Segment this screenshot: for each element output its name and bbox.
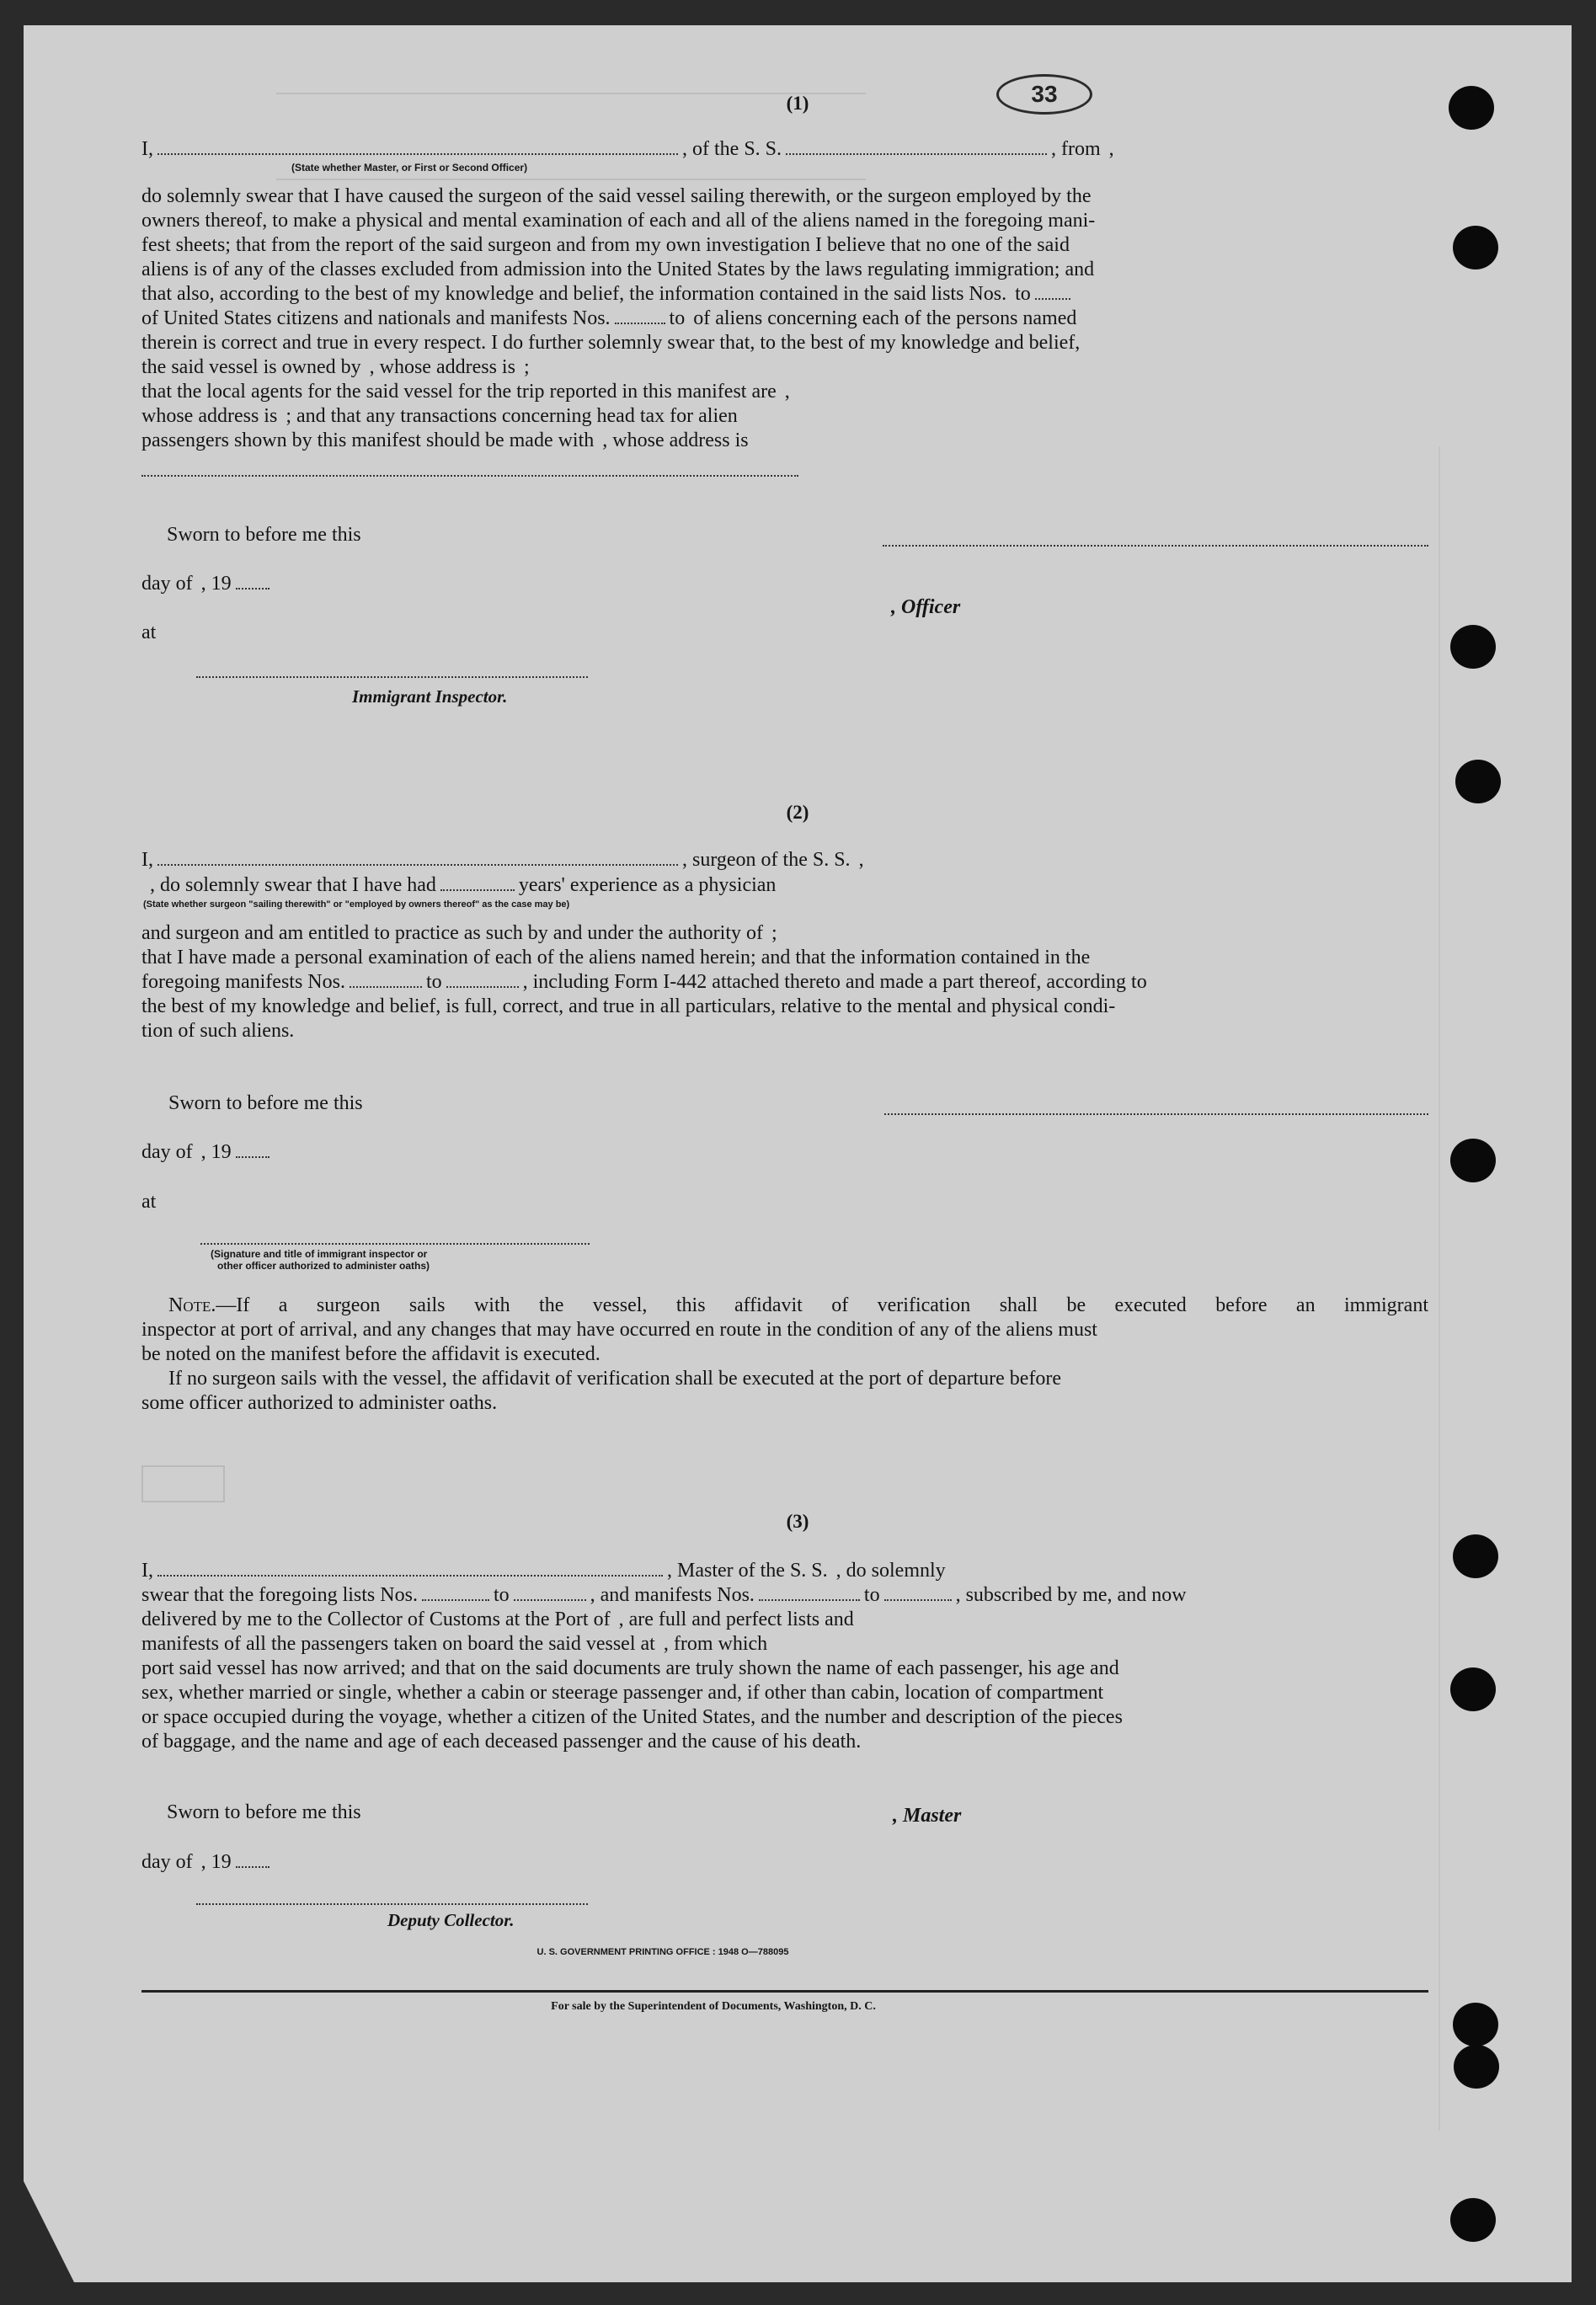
s1-inspector-label: Immigrant Inspector. xyxy=(352,686,508,707)
binder-hole-6 xyxy=(1453,1534,1498,1578)
binder-hole-3 xyxy=(1450,625,1496,669)
binder-hole-5 xyxy=(1450,1139,1496,1182)
bleed-through-column xyxy=(1439,446,1516,2131)
s3-line-7: or space occupied during the voyage, whether a citizen of the United States, and the number and description of the pieces xyxy=(141,1706,1123,1728)
s2-signature-note-2: other officer authorized to administer oaths) xyxy=(217,1260,430,1272)
s2-line-5: foregoing manifests Nos. to , including Form I-442 attached thereto and made a part thereof, according to xyxy=(141,971,1147,993)
section-3-number: (3) xyxy=(786,1511,809,1532)
s1-line-9: the said vessel is owned by , whose address is ; xyxy=(141,356,530,378)
s2-line-3: and surgeon and am entitled to practice as such by and under the authority of ; xyxy=(141,922,777,944)
s2-line-2: , do solemnly swear that I have had years' experience as a physician xyxy=(150,874,777,896)
binder-hole-4 xyxy=(1455,760,1501,803)
s2-line-1: I, , surgeon of the S. S. , xyxy=(141,849,864,871)
s3-line-8: of baggage, and the name and age of each deceased passenger and the cause of his death. xyxy=(141,1731,862,1753)
s3-sworn-row: Sworn to before me this xyxy=(167,1801,361,1823)
s3-line-3: delivered by me to the Collector of Customs at the Port of , are full and perfect lists and xyxy=(141,1609,854,1630)
s1-day-row: day of , 19 xyxy=(141,571,588,596)
torn-corner xyxy=(24,2181,74,2282)
gpo-imprint: U. S. GOVERNMENT PRINTING OFFICE : 1948 O—788095 xyxy=(536,1947,789,1957)
s2-at-row: at xyxy=(141,1191,157,1213)
s1-line-4: fest sheets; that from the report of the said surgeon and from my own investigation I believe that no one of the said xyxy=(141,234,1070,256)
s3-line-5: port said vessel has now arrived; and that on the said documents are truly shown the name of each passenger, his age and xyxy=(141,1657,1119,1679)
binder-hole-10 xyxy=(1450,2198,1496,2242)
binder-hole-7 xyxy=(1450,1667,1496,1711)
s1-line-10: that the local agents for the said vessel for the trip reported in this manifest are , xyxy=(141,381,790,403)
s1-line-8: therein is correct and true in every respect. I do further solemnly swear that, to the best of my knowledge and belief, xyxy=(141,332,1081,354)
s2-line-6: the best of my knowledge and belief, is full, correct, and true in all particulars, relative to the mental and physical condi- xyxy=(141,995,1116,1017)
s3-line-4: manifests of all the passengers taken on board the said vessel at , from which xyxy=(141,1633,768,1655)
s2-note-line-1: Note. —If a surgeon sails with the vessel, this affidavit of verification shall be executed before an immigrant xyxy=(168,1294,1428,1316)
s2-note-line-4: If no surgeon sails with the vessel, the affidavit of verification shall be executed at the port of departure before xyxy=(168,1368,1062,1390)
s1-line-6: that also, according to the best of my knowledge and belief, the information contained in the said lists Nos. to xyxy=(141,281,1428,307)
s3-line-6: sex, whether married or single, whether a cabin or steerage passenger and, if other than cabin, location of compartment xyxy=(141,1682,1104,1704)
s2-line-7: tion of such aliens. xyxy=(141,1020,295,1042)
s1-line-3: owners thereof, to make a physical and mental examination of each and all of the aliens named in the foregoing mani- xyxy=(141,210,1096,232)
s2-sworn-signature xyxy=(884,1113,1428,1115)
s1-line-2: do solemnly swear that I have caused the surgeon of the said vessel sailing therewith, or the surgeon employed by the xyxy=(141,185,1092,207)
s2-inspector-signature xyxy=(200,1243,590,1245)
s3-collector-signature xyxy=(196,1903,588,1905)
binder-hole-2 xyxy=(1453,226,1498,269)
s2-note-line-5: some officer authorized to administer oaths. xyxy=(141,1392,498,1414)
s2-note-line-2: inspector at port of arrival, and any changes that may have occurred en route in the condition of any of the aliens must xyxy=(141,1319,1097,1341)
s1-officer-row: , Officer xyxy=(891,596,961,618)
s1-line-12: passengers shown by this manifest should be made with , whose address is xyxy=(141,430,749,451)
s1-inspector-signature xyxy=(196,676,588,678)
s1-sworn-signature xyxy=(883,545,1428,547)
s1-line-7: of United States citizens and nationals and manifests Nos. to of aliens concerning each of the persons named xyxy=(141,307,1077,329)
s2-signature-note-1: (Signature and title of immigrant inspector or xyxy=(211,1248,428,1260)
s3-day-row: day of , 19 xyxy=(141,1849,588,1875)
s3-collector-label: Deputy Collector. xyxy=(387,1910,515,1930)
s3-line-2: swear that the foregoing lists Nos. to , and manifests Nos. to , subscribed by me, and now xyxy=(141,1584,1187,1606)
s3-master-row: , Master xyxy=(893,1805,962,1827)
footer-rule xyxy=(141,1990,1428,1993)
binder-hole-9 xyxy=(1454,2045,1499,2089)
s1-line-5: aliens is of any of the classes excluded from admission into the United States by the laws regulating immigration; and xyxy=(141,259,1095,280)
s1-line-11: whose address is ; and that any transactions concerning head tax for alien xyxy=(141,405,738,427)
s1-sworn-row: Sworn to before me this xyxy=(167,524,361,546)
s2-sworn-row: Sworn to before me this xyxy=(168,1092,363,1114)
section-1-number: (1) xyxy=(786,93,809,114)
page-number-stamp: 33 xyxy=(996,74,1092,115)
s2-surgeon-note: (State whether surgeon "sailing therewith" or "employed by owners thereof" as the case may be) xyxy=(143,899,570,910)
s2-day-row: day of , 19 xyxy=(141,1139,590,1165)
s2-note-line-3: be noted on the manifest before the affidavit is executed. xyxy=(141,1343,601,1365)
s1-master-note: (State whether Master, or First or Second Officer) xyxy=(291,162,528,173)
s1-address-line xyxy=(141,475,798,477)
s3-line-1: I, , Master of the S. S. , do solemnly xyxy=(141,1560,946,1582)
sale-notice: For sale by the Superintendent of Documents, Washington, D. C. xyxy=(551,2000,876,2013)
section-2-number: (2) xyxy=(786,802,809,823)
s2-line-4: that I have made a personal examination of each of the aliens named herein; and that the information contained in the xyxy=(141,947,1091,968)
manifest-page xyxy=(24,25,1572,2282)
s1-line-1: I, , of the S. S. , from , xyxy=(141,138,1114,160)
bleed-through-box xyxy=(141,1465,225,1502)
s1-at-row: at xyxy=(141,622,157,643)
